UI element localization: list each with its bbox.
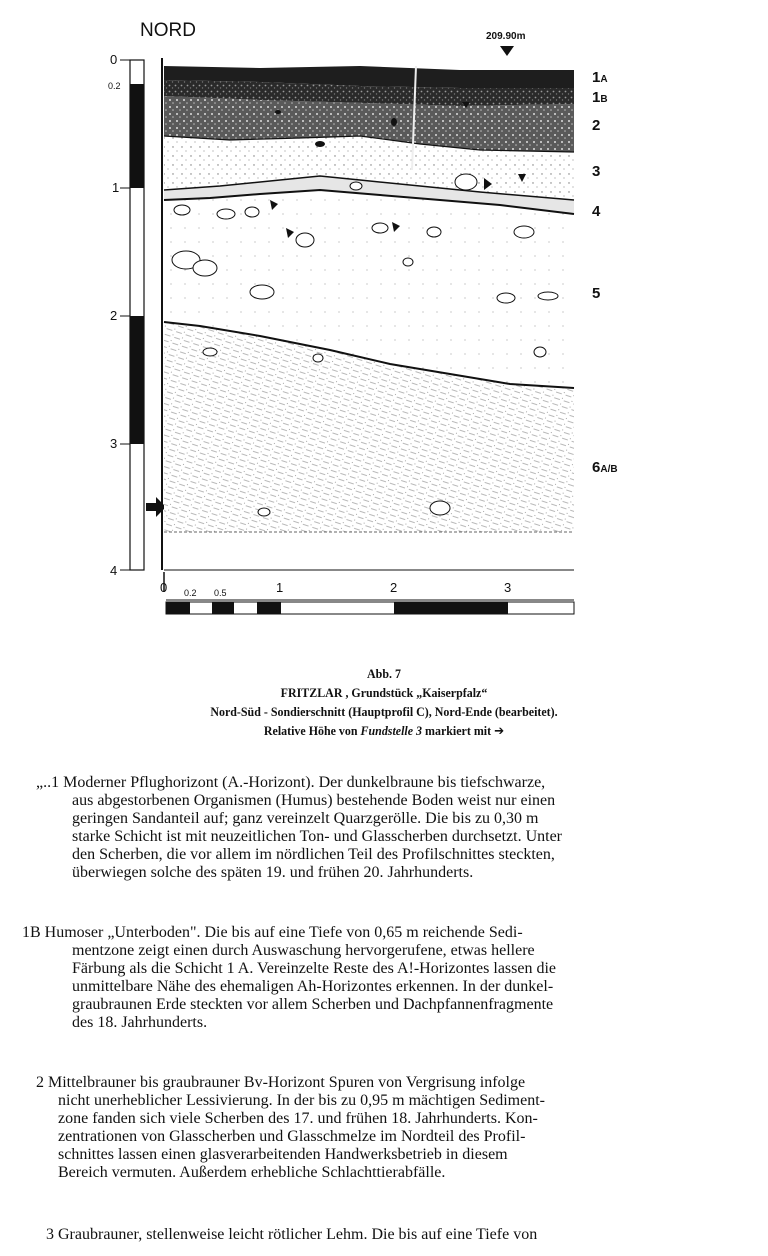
paragraph-layer-1a <box>0 774 768 882</box>
text-line: Färbung als die Schicht 1 A. Vereinzelte Reste des A!-Horizontes lassen die <box>72 960 557 977</box>
text-line: starke Schicht ist mit neuzeitlichen Ton- und Glasscherben durchsetzt. Unter <box>72 828 562 845</box>
svg-text:1A: 1A <box>592 69 608 86</box>
bottom-scale <box>160 572 574 614</box>
paragraph-layer-1b <box>0 924 768 1032</box>
text-line: des 18. Jahrhunderts. <box>72 1014 208 1031</box>
bottom-scale-label: 0 <box>160 580 168 595</box>
elevation-label: 209.90m <box>486 31 526 42</box>
left-scale-label: 1 <box>112 180 120 195</box>
bottom-scale-label: 0.2 <box>184 588 197 598</box>
text-line: zone fanden sich viele Scherben des 17. und frühen 18. Jahrhunderts. Kon- <box>58 1110 538 1127</box>
left-scale-label: 3 <box>110 436 118 451</box>
bottom-scale-label: 3 <box>504 580 512 595</box>
layer-labels <box>592 69 618 476</box>
text-line: aus abgestorbenen Organismen (Humus) bestehende Boden weist nur einen <box>72 792 556 809</box>
elevation-triangle <box>500 46 514 56</box>
svg-text:3: 3 <box>592 163 601 180</box>
paragraph-layer-2 <box>0 1074 768 1182</box>
caption-line-1: FRITZLAR , Grundstück „Kaiserpfalz“ <box>280 685 488 700</box>
text-line: 3 Graubrauner, stellenweise leicht rötlicher Lehm. Die bis auf eine Tiefe von <box>46 1226 538 1243</box>
text-line: unmittelbare Nähe des ehemaligen Ah-Horizontes erkennen. In der dunkel- <box>72 978 554 995</box>
text-line: 1B Humoser „Unterboden". Die bis auf eine Tiefe von 0,65 m reichende Sedi- <box>22 924 523 941</box>
text-line: überwiegen solche des späten 19. und frühen 20. Jahrhunderts. <box>72 864 474 881</box>
left-scale-label: 2 <box>110 308 118 323</box>
text-line: „..1 Moderner Pflughorizont (A.-Horizont). Der dunkelbraune bis tiefschwarze, <box>36 774 546 791</box>
caption-line-2: Nord-Süd - Sondierschnitt (Hauptprofil C), Nord-Ende (bearbeitet). <box>210 704 558 719</box>
orientation-label: NORD <box>140 20 196 41</box>
left-scale-label: 0.2 <box>108 81 121 91</box>
svg-text:1B: 1B <box>592 89 608 106</box>
text-line: Bereich vermuten. Außerdem erhebliche Schlachttierabfälle. <box>58 1164 446 1181</box>
bottom-scale-label: 1 <box>276 580 284 595</box>
figure-caption <box>31 664 738 741</box>
left-scale-label: 0 <box>110 52 118 67</box>
svg-text:4: 4 <box>592 203 601 220</box>
text-line: geringen Sandanteil auf; ganz vereinzelt Quarzgerölle. Die bis zu 0,30 m <box>72 810 539 827</box>
svg-text:5: 5 <box>592 285 601 302</box>
caption-number: Abb. 7 <box>367 666 401 681</box>
bottom-scale-label: 0.5 <box>214 588 227 598</box>
marker-arrow-icon: ➔ <box>494 724 505 739</box>
left-scale-label: 4 <box>110 563 118 578</box>
text-line: den Scherben, die vor allem im nördlichen Teil des Profilschnittes steckten, <box>72 846 555 863</box>
paragraph-layer-3 <box>0 1226 768 1244</box>
svg-text:2: 2 <box>592 117 601 134</box>
soil-profile <box>164 66 574 532</box>
text-line: schnittes lassen einen glasverarbeitenden Handwerksbetrieb in diesem <box>58 1146 508 1163</box>
text-line: zentrationen von Glasscherben und Glasschmelze im Nordteil des Profil- <box>58 1128 526 1145</box>
caption-line-3: Relative Höhe von Fundstelle 3 markiert mit ➔ <box>263 723 505 739</box>
text-line: graubraunen Erde steckten vor allem Scherben und Dachpfannenfragmente <box>72 996 554 1013</box>
text-line: mentzone zeigt einen durch Auswaschung hervorgerufene, etwas hellere <box>72 942 535 959</box>
left-scale <box>108 52 144 578</box>
text-line: nicht unerheblicher Lessivierung. In der bis zu 0,95 m mächtigen Sediment- <box>58 1092 545 1109</box>
bottom-scale-label: 2 <box>390 580 398 595</box>
svg-text:6A/B: 6A/B <box>592 459 618 476</box>
text-line: 2 Mittelbrauner bis graubrauner Bv-Horizont Spuren von Vergrisung infolge <box>36 1074 526 1091</box>
